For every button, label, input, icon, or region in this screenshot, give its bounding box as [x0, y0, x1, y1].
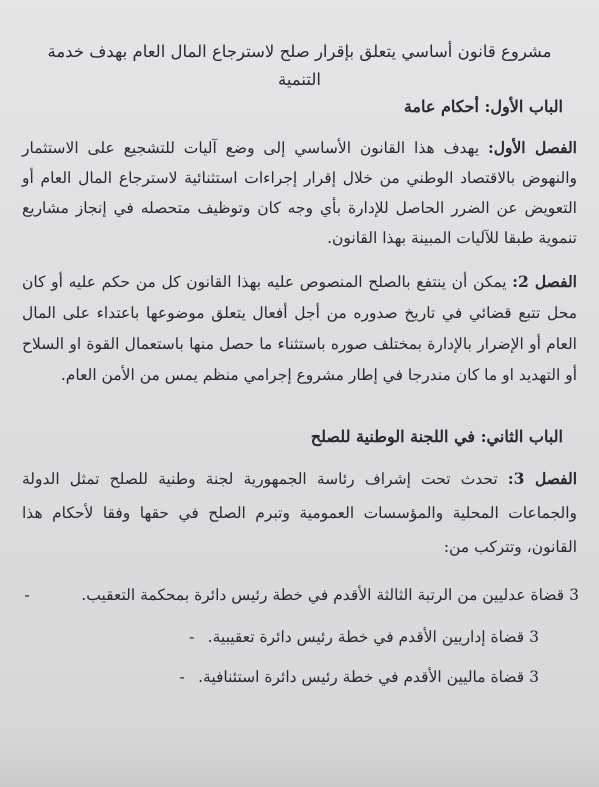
article-2-label: الفصل 2:: [512, 272, 577, 291]
document-title: مشروع قانون أساسي يتعلق بإقرار صلح لاسترجاع المال العام بهدف خدمة التنمية: [47, 42, 552, 89]
article-3: [22, 462, 577, 564]
committee-composition-list: [16, 578, 579, 694]
page-bottom-shadow: [0, 727, 599, 787]
article-1-text: يهدف هذا القانون الأساسي إلى وضع آليات للتشجيع على الاستثمار والنهوض بالاقتصاد الوطني من خلال إقرار إجراءات استثنائية لاسترجاع المال العام أو التعويض عن الضرر الحاصل للإدارة بأي وجه كان وتوظيف متحصله في إنجاز مشاريع تنموية طبقا للآليات المبينة بهذا القانون.: [22, 139, 577, 247]
list-item: [16, 578, 579, 612]
article-2: [22, 266, 577, 391]
section-heading-national-committee: الباب الثاني: في اللجنة الوطنية للصلح: [310, 427, 563, 446]
article-2-text: يمكن أن ينتفع بالصلح المنصوص عليه بهذا القانون كل من حكم عليه أو كان محل تتبع قضائي في تاريخ صدوره من أجل أفعال يتعلق موضوعها باعتداء على المال العام أو الإضرار بالإدارة بمختلف صوره باستثناء ما حصل منها باستعمال القوة او السلاح أو التهديد او ما كان مندرجا في إطار مشروع إجرامي منظم يمس من الأمن العام.: [22, 273, 577, 384]
list-item: [16, 660, 579, 694]
article-1-label: الفصل الأول:: [488, 138, 577, 157]
article-1: [22, 133, 577, 253]
list-item-text: 3 قضاة عدليين من الرتبة الثالثة الأقدم في خطة رئيس دائرة بمحكمة التعقيب.: [81, 586, 579, 604]
list-item-text: 3 قضاة ماليين الأقدم في خطة رئيس دائرة استئنافية.: [198, 668, 539, 686]
section-heading-general-provisions: الباب الأول: أحكام عامة: [403, 97, 563, 116]
list-item-dash: -: [179, 668, 185, 686]
article-3-text: تحدث تحت إشراف رئاسة الجمهورية لجنة وطنية للصلح تمثل الدولة والجماعات المحلية والمؤسسات العمومية وتبرم الصلح في حقها وفقا لأحكام هذا القانون، وتتركب من:: [22, 470, 577, 556]
list-item-text: 3 قضاة إداريين الأقدم في خطة رئيس دائرة تعقيبية.: [207, 628, 539, 646]
list-item-dash: -: [189, 628, 195, 646]
article-3-label: الفصل 3:: [507, 469, 578, 488]
list-item-dash: -: [24, 586, 30, 604]
list-item: [16, 620, 579, 654]
